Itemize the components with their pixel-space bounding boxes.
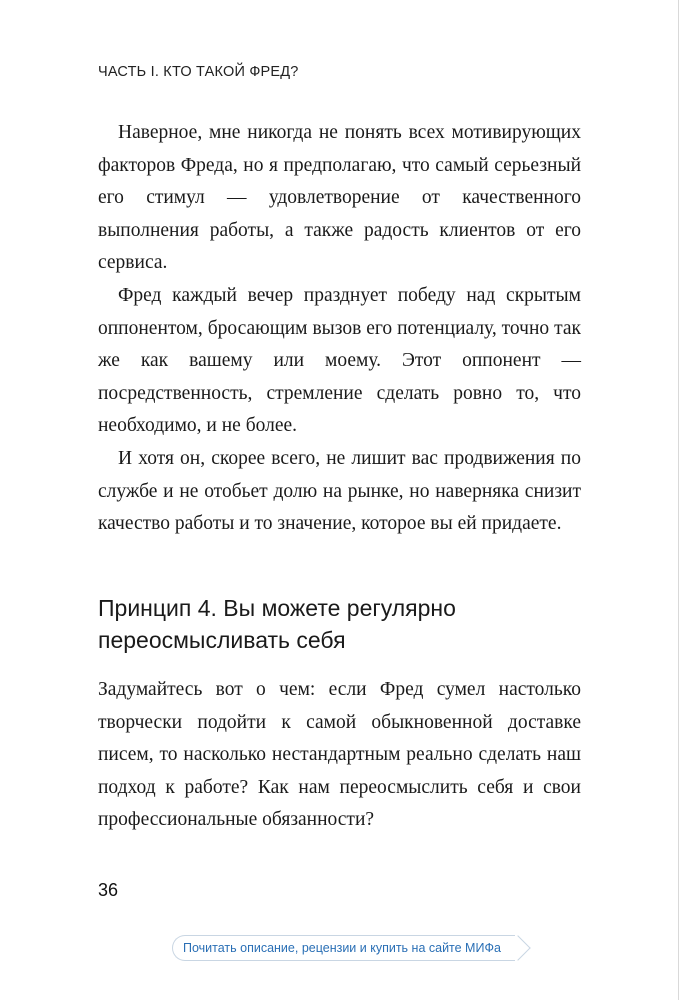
paragraph-2: Фред каждый вечер празднует победу над скрытым оппонентом, бросающим вызов его потенциалу, точно так же как вашему или моему. Этот оппонент — посредственность, стремление сделать ровно то, что необходимо, и не более. (98, 284, 581, 437)
running-head: ЧАСТЬ I. КТО ТАКОЙ ФРЕД? (98, 64, 299, 80)
paragraph-3: И хотя он, скорее всего, не лишит вас продвижения по службе и не отобьет долю на рынке, но наверняка снизит качество работы и то значение, которое вы ей придаете. (98, 447, 581, 535)
buy-on-mif-link[interactable]: Почитать описание, рецензии и купить на сайте МИФа (172, 935, 515, 961)
section-paragraph: Задумайтесь вот о чем: если Фред сумел настолько творчески подойти к самой обыкновенной доставке писем, то насколько нестандартным реально сделать наш подход к работе? Как нам переосмыслить себя и свои профессиональные обязанности? (98, 679, 581, 831)
page-number: 36 (98, 880, 119, 900)
section-heading: Принцип 4. Вы можете регулярно переосмысливать себя (98, 595, 456, 653)
paragraph-1: Наверное, мне никогда не понять всех мотивирующих факторов Фреда, но я предполагаю, что самый серьезный его стимул — удовлетворение от качественного выполнения работы, а также радость клиентов от его сервиса. (98, 122, 581, 274)
section-body (98, 674, 581, 837)
body-text (98, 117, 581, 541)
